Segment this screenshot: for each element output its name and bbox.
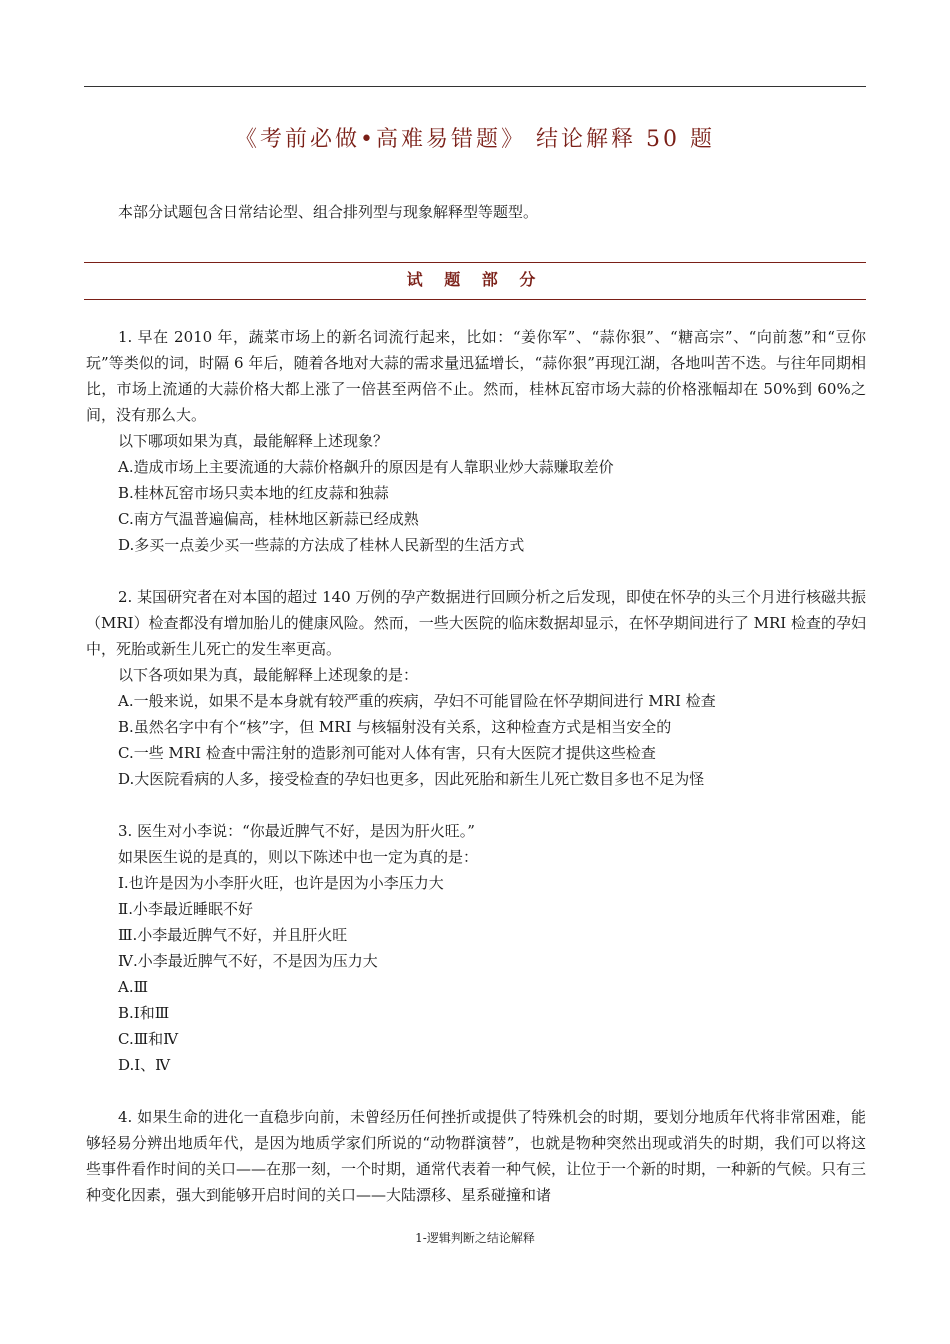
question-2-stem: 2. 某国研究者在对本国的超过 140 万例的孕产数据进行回顾分析之后发现，即使在怀孕的头三个月进行核磁共振（MRI）检查都没有增加胎儿的健康风险。然而，一些大医院的临床数据却显示，在怀孕期间进行了 MRI 检查的孕妇中，死胎或新生儿死亡的发生率更高。 [86, 588, 866, 658]
question-3-stem: 3. 医生对小李说：“你最近脾气不好，是因为肝火旺。” [118, 822, 475, 840]
header-rule [84, 86, 866, 87]
section-title: 试 题 部 分 [406, 270, 544, 289]
intro-text: 本部分试题包含日常结论型、组合排列型与现象解释型等题型。 [118, 203, 539, 221]
spacer [86, 558, 866, 584]
question-2-option-c: C.一些 MRI 检查中需注射的造影剂可能对人体有害，只有大医院才提供这些检查 [118, 744, 656, 762]
question-3-option-d: D.Ⅰ、Ⅳ [118, 1056, 171, 1074]
question-3-statement-1: Ⅰ.也许是因为小李肝火旺，也许是因为小李压力大 [118, 874, 444, 892]
section-header [84, 262, 866, 300]
page-footer: 1-逻辑判断之结论解释 [415, 1231, 535, 1245]
question-3-option-c: C.Ⅲ和Ⅳ [118, 1030, 179, 1048]
question-3-statement-4: Ⅳ.小李最近脾气不好，不是因为压力大 [118, 952, 378, 970]
question-1-option-d: D.多买一点姜少买一些蒜的方法成了桂林人民新型的生活方式 [118, 536, 525, 554]
question-2-option-b: B.虽然名字中有个“核”字，但 MRI 与核辐射没有关系，这种检查方式是相当安全的 [118, 718, 672, 736]
question-1-prompt: 以下哪项如果为真，最能解释上述现象？ [118, 432, 389, 450]
page-title: 《考前必做•高难易错题》 结论解释 50 题 [235, 127, 715, 152]
question-1-option-b: B.桂林瓦窑市场只卖本地的红皮蒜和独蒜 [118, 484, 389, 502]
question-1-option-a: A.造成市场上主要流通的大蒜价格飙升的原因是有人靠职业炒大蒜赚取差价 [118, 458, 614, 476]
question-2-option-a: A.一般来说，如果不是本身就有较严重的疾病，孕妇不可能冒险在怀孕期间进行 MRI 检查 [118, 692, 716, 710]
spacer [86, 1078, 866, 1104]
question-1-stem: 1. 早在 2010 年，蔬菜市场上的新名词流行起来，比如：“姜你军”、“蒜你狠”、“糖高宗”、“向前葱”和“豆你玩”等类似的词，时隔 6 年后，随着各地对大蒜的需求量迅猛增长，“蒜你狠”再现江湖，各地叫苦不迭。与往年同期相比，市场上流通的大蒜价格大都上涨了一倍甚至两倍不止。然而，桂林瓦窑市场大蒜的价格涨幅却在 50%到 60%之间，没有那么大。 [86, 328, 866, 424]
question-3-statement-2: Ⅱ.小李最近睡眠不好 [118, 900, 253, 918]
spacer [86, 792, 866, 818]
question-2-option-d: D.大医院看病的人多，接受检查的孕妇也更多，因此死胎和新生儿死亡数目多也不足为怪 [118, 770, 705, 788]
question-3-option-a: A.Ⅲ [118, 978, 149, 996]
questions-content [86, 324, 866, 1208]
question-3-statement-3: Ⅲ.小李最近脾气不好，并且肝火旺 [118, 926, 348, 944]
question-4-stem: 4. 如果生命的进化一直稳步向前，未曾经历任何挫折或提供了特殊机会的时期，要划分地质年代将非常困难，能够轻易分辨出地质年代，是因为地质学家们所说的“动物群演替”，也就是物种突然出现或消失的时期，我们可以将这些事件看作时间的关口——在那一刻，一个时期，通常代表着一种气候，让位于一个新的时期，一种新的气候。只有三种变化因素，强大到能够开启时间的关口——大陆漂移、星系碰撞和诸 [86, 1108, 867, 1204]
question-3-prompt: 如果医生说的是真的，则以下陈述中也一定为真的是： [118, 848, 479, 866]
question-2-prompt: 以下各项如果为真，最能解释上述现象的是： [118, 666, 419, 684]
question-3-option-b: B.Ⅰ和Ⅲ [118, 1004, 170, 1022]
question-1-option-c: C.南方气温普遍偏高，桂林地区新蒜已经成熟 [118, 510, 419, 528]
